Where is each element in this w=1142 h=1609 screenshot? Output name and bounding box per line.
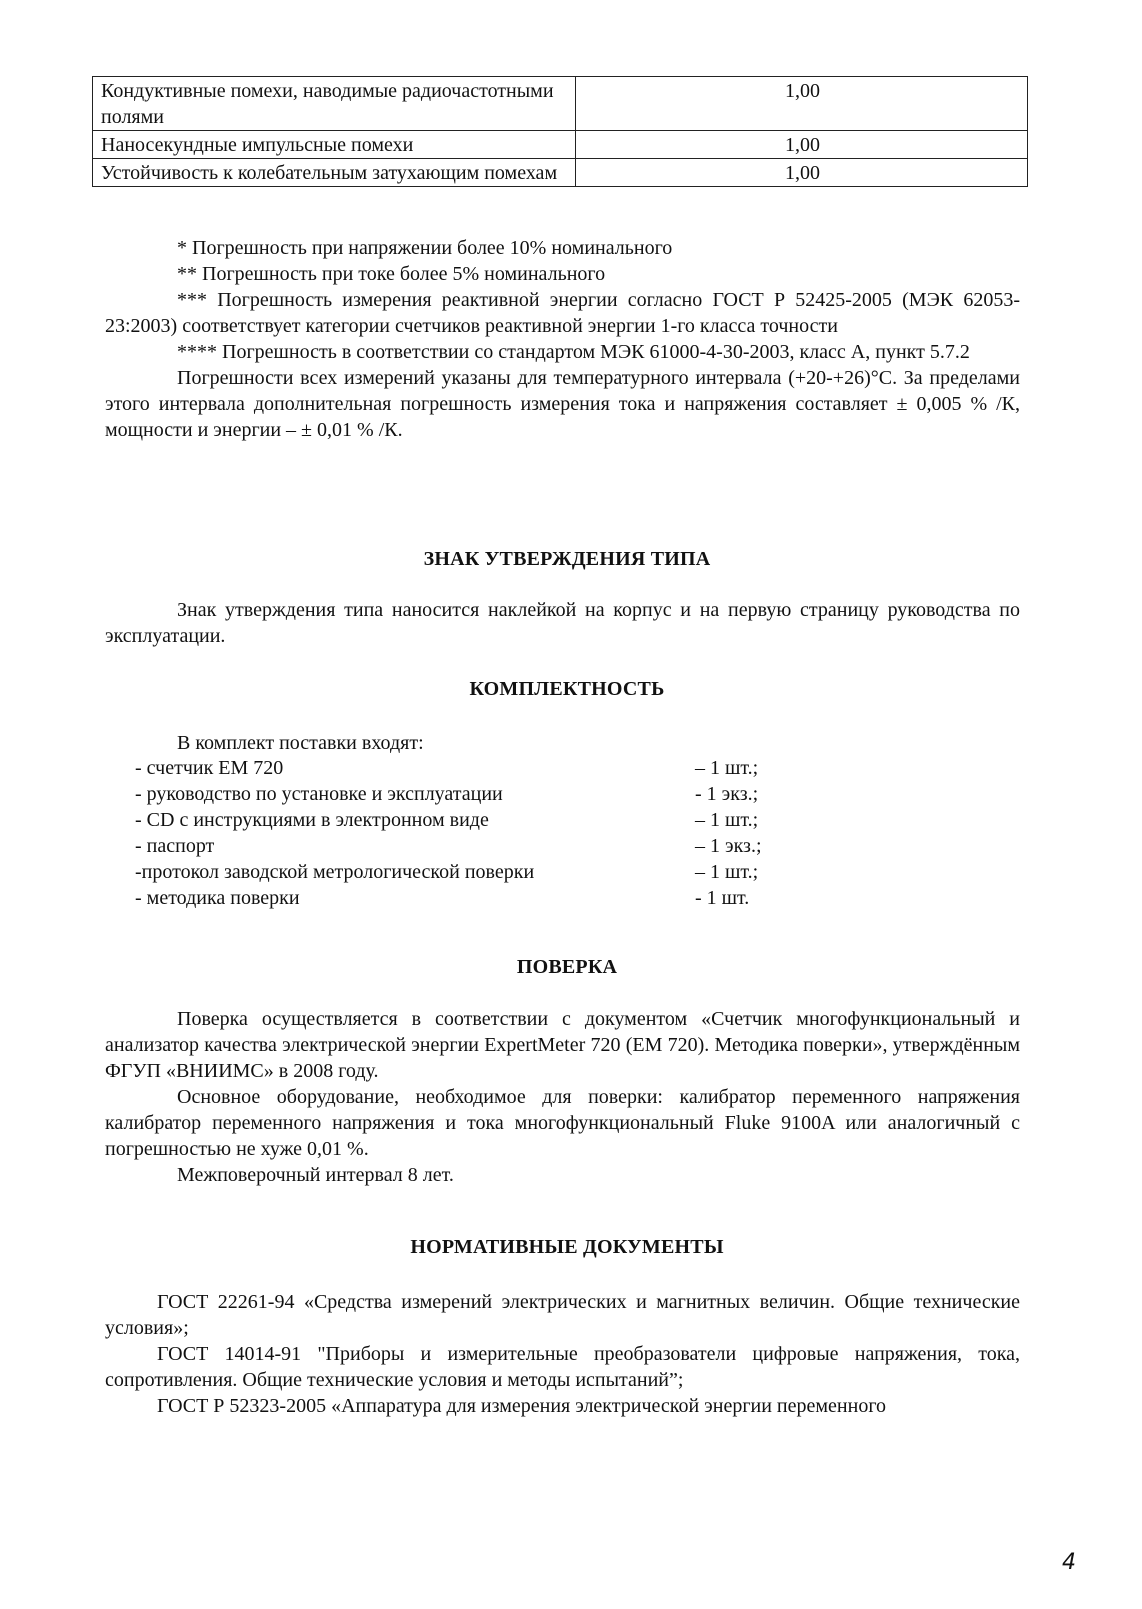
normative-doc-2: ГОСТ 14014-91 "Приборы и измерительные преобразователи цифровые напряжения, тока, сопротивления. Общие технические условия и методы испытаний”; <box>105 1343 1020 1391</box>
approval-text-block <box>105 597 1020 649</box>
kit-item-name: - CD с инструкциями в электронном виде <box>135 809 489 831</box>
kit-item-name: - паспорт <box>135 835 215 857</box>
section-heading-verification: ПОВЕРКА <box>516 956 618 978</box>
kit-item-qty: – 1 шт.; <box>695 757 759 779</box>
footnote-1: * Погрешность при напряжении более 10% номинального <box>177 237 673 259</box>
normative-doc-3: ГОСТ Р 52323-2005 «Аппаратура для измерения электрической энергии переменного <box>157 1395 887 1417</box>
verification-para-1: Поверка осуществляется в соответствии с документом «Счетчик многофункциональный и анализатор качества электрической энергии ExpertMeter 720 (ЕМ 720). Методика поверки», утверждённым ФГУП «ВНИИМС» в 2008 году. <box>105 1008 1020 1082</box>
temperature-note: Погрешности всех измерений указаны для температурного интервала (+20-+26)°С. За пределами этого интервала дополнительная погрешность измерения тока и напряжения составляет ± 0,005 % /К, мощности и энергии – ± 0,01 % /К. <box>105 367 1020 441</box>
kit-item-qty: - 1 шт. <box>695 887 750 909</box>
footnote-2: ** Погрешность при токе более 5% номинального <box>177 263 606 285</box>
footnote-4: **** Погрешность в соответствии со стандартом МЭК 61000-4-30-2003, класс А, пункт 5.7.2 <box>177 341 970 363</box>
kit-item-name: -протокол заводской метрологической поверки <box>135 861 535 883</box>
list-item <box>135 885 785 911</box>
normative-doc-1: ГОСТ 22261-94 «Средства измерений электрических и магнитных величин. Общие технические условия»; <box>105 1291 1020 1339</box>
list-item <box>135 807 785 833</box>
section-heading-normative: НОРМАТИВНЫЕ ДОКУМЕНТЫ <box>410 1236 724 1258</box>
table-cell-name: Устойчивость к колебательным затухающим помехам <box>93 159 576 187</box>
list-item <box>135 833 785 859</box>
kit-item-name: - руководство по установке и эксплуатации <box>135 783 503 805</box>
kit-item-qty: - 1 экз.; <box>695 783 759 805</box>
table-cell-name: Кондуктивные помехи, наводимые радиочастотными полями <box>93 77 576 131</box>
approval-text: Знак утверждения типа наносится наклейкой на корпус и на первую страницу руководства по эксплуатации. <box>105 599 1020 647</box>
table-cell-value: 1,00 <box>576 131 1028 159</box>
table-row <box>93 131 1028 159</box>
kit-intro-block <box>105 730 1020 756</box>
verification-para-2: Основное оборудование, необходимое для поверки: калибратор переменного напряжения калибратор переменного напряжения и тока многофункциональный Fluke 9100A или аналогичный с погрешностью не хуже 0,01 %. <box>105 1086 1020 1160</box>
list-item <box>135 755 785 781</box>
section-heading-approval: ЗНАК УТВЕРЖДЕНИЯ ТИПА <box>423 548 711 570</box>
normative-block <box>105 1289 1020 1419</box>
kit-item-name: - методика поверки <box>135 887 300 909</box>
table-row <box>93 159 1028 187</box>
section-heading-kit: КОМПЛЕКТНОСТЬ <box>469 678 665 700</box>
table-row <box>93 77 1028 131</box>
list-item <box>135 781 785 807</box>
emc-table <box>92 76 1028 187</box>
kit-item-qty: – 1 шт.; <box>695 861 759 883</box>
table-cell-value: 1,00 <box>576 77 1028 131</box>
verification-interval: Межповерочный интервал 8 лет. <box>177 1164 454 1186</box>
table-cell-name: Наносекундные импульсные помехи <box>93 131 576 159</box>
kit-item-name: - счетчик ЕМ 720 <box>135 757 284 779</box>
kit-item-qty: – 1 экз.; <box>695 835 762 857</box>
kit-item-qty: – 1 шт.; <box>695 809 759 831</box>
list-item <box>135 859 785 885</box>
kit-list <box>135 755 785 911</box>
table-cell-value: 1,00 <box>576 159 1028 187</box>
footnotes <box>105 235 1020 443</box>
kit-intro: В комплект поставки входят: <box>177 732 424 754</box>
page-number: 4 <box>1062 1550 1076 1575</box>
footnote-3: *** Погрешность измерения реактивной энергии согласно ГОСТ Р 52425-2005 (МЭК 62053-23:2003) соответствует категории счетчиков реактивной энергии 1-го класса точности <box>105 289 1020 337</box>
verification-block <box>105 1006 1020 1188</box>
